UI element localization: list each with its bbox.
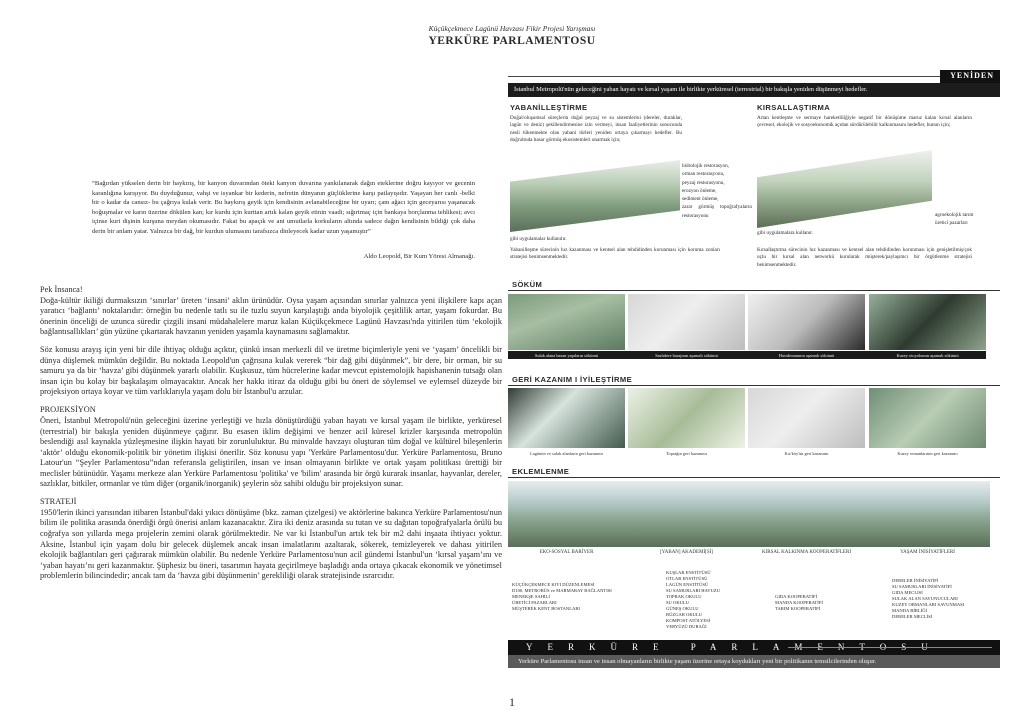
yerkure-description: Yerküre Parlamentosu insan ve insan olmayanların birlikte yaşam üzerine ortaya koydukları yeni bir politikanın temsilcilerinden oluşur. (508, 655, 1000, 668)
yeniden-label: YENİDEN (940, 70, 1000, 83)
sokum-image-3 (748, 294, 865, 350)
sokum-title: SÖKÜM (512, 280, 543, 289)
geri-kazanim-image-1 (508, 388, 625, 448)
page-number: 1 (509, 695, 515, 709)
list-eko-sosyal: KÜÇÜKÇEKMECE KIYI DÜZENLEMESİ D100, METROBÜS ve MARMARAY BAĞLANTISI MENEKŞE SAHİLİ ÜRETİCİ PAZARLARI MÜŞTEREK KENT BOSTANLARI (512, 582, 612, 611)
kirsallastirma-title: KIRSALLAŞTIRMA (757, 103, 831, 112)
paragraph: Öneri, İstanbul Metropolü'nün geleceğini üzerine yerleştiği ve hızla dönüştürdüğü yaban hayatı ve kırsal yaşam ile birlikte, yerküresel (terrestrial) bir bakışla yeniden düşünmeye çağırır. Bu esasen iklim değişimi ve benzer acil küresel krizler karşısında metropolün beslendiği asıl kaynakla yüzleşmesine ilişkin hayati bir zorunluluktur. Bu minvalde havzayı oluşturan tüm doğal ve kültürel bileşenlerin ‘aktör’ olduğu ekonomik-politik bir yönetim ilişkisi önerilir. Söz konusu yapı 'Yerküre Parlamentosu'dur. Yerküre Parlamentosu, Bruno Latour'un “Şeyler Parlamentosu”ndan referansla geliştirilen, insan ve insan olmayanın birlikte ve ortak yaşam politikası ürettiği bir meclisler bütünüdür. Yaşamı merkeze alan Yerküre Parlamentosu 'politika' ve 'bilim' arasında bir örgü kurarak insanlar, hayvanlar, dereler, sazlıklar, bitkiler, ormanlar ve tüm diğer (organik/inorganik) şeylerin söz sahibi olduğu bir projeksiyon sunar. (40, 416, 502, 489)
intro-bar: İstanbul Metropolü'nün geleceğini yaban hayatı ve kırsal yaşam ile birlikte yerküresel (terrestrial) bir bakışla yeniden düşünmeyi hedefler. (508, 83, 1000, 97)
yerkure-bar (508, 640, 1000, 655)
yabanillestirme-title: YABANİLLEŞTİRME (510, 103, 588, 112)
paragraph-heading: Pek İnsanca! (40, 285, 83, 294)
divider (508, 76, 1000, 77)
kirsallastirma-apply: gibi uygulamalara kullanır. (757, 230, 814, 236)
paragraph: Doğa-kültür ikiliği durmaksızın ‘sınırlar’ üreten ‘insani’ aklın ürünüdür. Oysa yaşam açısından sınırlar yalnızca yeni ilişkilere kapı açan yaratıcı ‘bağlantı’ noktalarıdır: örneğin bu nedenle tatlı su ile tuzlu suyun karşılaştığı anda biyolojik çeşitlilik artar, yaşam fokurdar. Bu önerinin önceliği de uzunca süredir çizgili insani müdahalelere maruz kalan Küçükçekmece Lagünü Havzası'nda yitirilen tüm ‘ekolojik bağlantısallıkları’ gün yüzüne çıkartarak havzanın yeniden yaşamla kaynamasını sağlamaktır. (40, 295, 502, 337)
eklemlenme-captions: EKO-SOSYAL BARİYER [YABAN] AKADEMİ[Sİ] KIRSAL KALKINMA KOOPERATİFLERİ YAŞAM İNİSİYATİFLERİ (539, 550, 955, 555)
page-title: YERKÜRE PARLAMENTOSU (428, 35, 596, 47)
list-akademi: KUŞLAR ENSTİTÜSÜ OTLAR ENSTİTÜSÜ LAGÜN ENSTİTÜSÜ SU SAMURLARI HAVUZU TOPRAK OKULU SU OKULU GÜNEŞ OKULU RÜZGAR OKULU KOMPOST ATÖLYESİ YERYÜZÜ DURAĞI (666, 570, 721, 629)
divider (508, 385, 1000, 386)
geri-kazanim-image-3 (748, 388, 865, 448)
yeniden-bar (508, 70, 1000, 83)
competition-subtitle: Küçükçekmece Lagünü Havzası Fikir Projesi Yarışması (428, 24, 596, 33)
sokum-image-1 (508, 294, 625, 350)
kirsallastirma-bottom: Kırsallaştırma sürecinin hız kazanması ve kentsel alan tehdidinden korunması için genişletilmiş/çok uçlu bir kırsal alan networkü kurularak müşterek/paylaşımcı bir örgütlenme stratejisi benimsenmektedir. (757, 247, 972, 268)
section-heading-strateji: STRATEJİ (40, 497, 77, 507)
sokum-image-4 (869, 294, 986, 350)
yabanillestirme-text: Doğal/oluşumsal süreçlerin doğal peyzaj ve su sistemlerini (dereler, duraklar, lagün ve deniz) şekillendirmesine izin vermeyi, insan faaliyetlerinin sonucunda nesli tükenmekte olan yabani türleri yeniden ortaya çıkarmayı hedefler. Bu doğrultuda hasar görmüş ekosistemleri onarmak için; (510, 115, 682, 143)
eklemlenme-panorama (508, 481, 990, 547)
geri-kazanim-captions: Lagünün ve sulak alanların geri kazanımı Toprağın geri kazanımı Kır/köy'ün geri kazanımı Kuzey ormanlarının geri kazanımı (530, 451, 958, 456)
epigraph-source: Aldo Leopold, Bir Kum Yöresi Almanağı. (363, 253, 475, 260)
geri-kazanim-image-2 (628, 388, 745, 448)
list-kooperatifler: GIDA KOOPERATİFİ MANDA KOOPERATİFİ TARIM KOOPERATİFİ (775, 594, 823, 611)
sokum-image-2 (628, 294, 745, 350)
list-inisiyatifler: DERELER İNİSİYATİFİ SU SAMURLARI İNİSİYATİFİ GIDA MECLİSİ SULAK ALAN SAVUNUCULARI KUZEY ORMANLARI SAVUNMASI MANDA BİRLİĞİ DERELER MECLİSİ (892, 578, 965, 619)
yabanillestirme-illustration (510, 160, 680, 232)
sokum-captions: Sulak alana basan yapıların sökümü Sazlıdere barajının aşamalı sökümü Havalimanının aşamalı sökümü Kuzey otoyolunun aşamalı sökümü (508, 351, 986, 359)
kirsallastirma-list: agroekolojik tarım üretici pazarları (935, 212, 974, 227)
geri-kazanim-title: GERİ KAZANIM I İYİLEŞTİRME (512, 375, 633, 384)
kirsallastirma-illustration (757, 150, 932, 228)
yabanillestirme-list: hidrolojik restorasyon, orman restorasyonu, peyzaj restorasyonu, erozyon önleme, sediment önleme, zarar görmüş topoğrafyaların restorasyonu (682, 163, 752, 219)
geri-kazanim-image-4 (869, 388, 986, 448)
main-text (40, 285, 502, 589)
paragraph: Söz konusu arayış için yeni bir dile ihtiyaç olduğu açıktır, çünkü insan merkezli dil ve üretme biçimleriyle yeni ve ‘yaşam’ öncelikli bir dünya düşlemek mümkün değildir. Bu noktada Leopold'un çağrısına kulak vererek “bir dağ gibi düşünmek”, bir dere, bir orman, bir su samuru ya da bir ‘havza’ gibi düşünmek yararlı olabilir. Kuşkusuz, tüm hücrelerine kadar mevcut epistemolojik hapishanenin tutsağı olan insan için bu kolay bir başkalaşım olmayacaktır. Ancak her hakkı itiraz da olduğu gibi bu öneri de söylemsel ve eylemsel düzeyde bir projeksiyon ortaya koyar ve tüm varlıklarıyla yaşam dolu bir İstanbul'u arzular. (40, 345, 502, 397)
yerkure-title: YERKÜRE PARLAMENTOSU (526, 642, 943, 652)
epigraph-quote: “Bağırdan yükselen derin bir haykırış, bir kanyon duvarından öteki kanyon duvarına yankılanarak dağın eteklerine doğru kayıyor ve gecenin karanlığına karışıyor. Bu duyduğunuz, vahşi ve isyankar bir kederin, nefretin dünyanın güçlüklerine karşı patlayışıdır. Yaşayan her canlı -belki bir o kadar da cansız- bu çağrıya kulak verir. Bu haykırış geyik için kendisinin avlanabileceğine bir uyarı; çam ağacı için geceyarısı yaşanacak boğuşmalar ve karın üzerine dökülen kan; kır kurdu için kurttan artık kalan geyik etinin vaadi; sığırtmaç için bankaya borçlanma tehlikesi; avcı içinse kurt dişinin kurşuna meydan okumasıdır. Fakat bu apaçık ve ani umutlarla korkuların altında sadece dağın kendisinin bildiği çok daha derin bir anlam yatar. Yalnızca bir dağ, bir kurdun ulumasını tarafsızca dinleyecek kadar uzun yaşamıştır” (92, 180, 475, 235)
kirsallastirma-text: Artan kentleşme ve sermaye hareketliliğiyle negatif bir dönüşüme maruz kalan kırsal alanların çevresel, ekolojik ve sosyoekonomik açıdan sürdürülebilir kalkınmasını hedefler, bunun için; (757, 115, 972, 129)
divider (508, 290, 1000, 291)
yabanillestirme-apply: gibi uygulamalar kullanılır. (510, 236, 567, 242)
paragraph: 1950'lerin ikinci yarısından itibaren İstanbul'daki yıkıcı dönüşüme (bkz. zaman çizelgesi) ve aktörlerine bakınca Yerküre Parlamentosu'nun bilim ile politika arasında önerdiği örgü önerisi anlam kazanacaktır. Zira iki deniz arasında su tutan ve su dağıtan topoğrafyalarla örülü bu coğrafya son yıllarda mega projelerin zemini olarak görülmektedir. Ne var ki İstanbul'un artık tek bir m2 dahi inşaata ihtiyacı yoktur. Aksine, İstanbul için yaşam dolu bir gelecek düşlemek ancak insan imalatlarını azaltarak, sökerek, temizleyerek ve dahası yitirilen ekolojik bağlantıları geri çağırarak mümkün olabilir. Bu nedenle Yerküre Parlamentosu'nun acil gündemi İstanbul'un ‘kırsal yaşam’ını ve ‘yaban hayatı’nı geri kazanmaktır. Şüphesiz bu öneri, tasarımın hayata geçirilmeye başladığı anda ortaya çıkacak ekonomik ve yönetimsel problemlerin bilincindedir; ancak tam da ‘havza gibi düşünmenin’ gerekliliği olarak stratejisinde ısrarcıdır. (40, 507, 502, 581)
divider (508, 477, 1000, 478)
yabanillestirme-bottom: Yabanilleşme sürecinin hız kazanması ve kentsel alan tehdidinden korunması için koruma zonları stratejisi benimsenmektedir. (510, 247, 720, 261)
eklemlenme-title: EKLEMLENME (512, 467, 570, 476)
section-heading-projeksiyon: PROJEKSİYON (40, 405, 96, 415)
divider (788, 647, 992, 648)
